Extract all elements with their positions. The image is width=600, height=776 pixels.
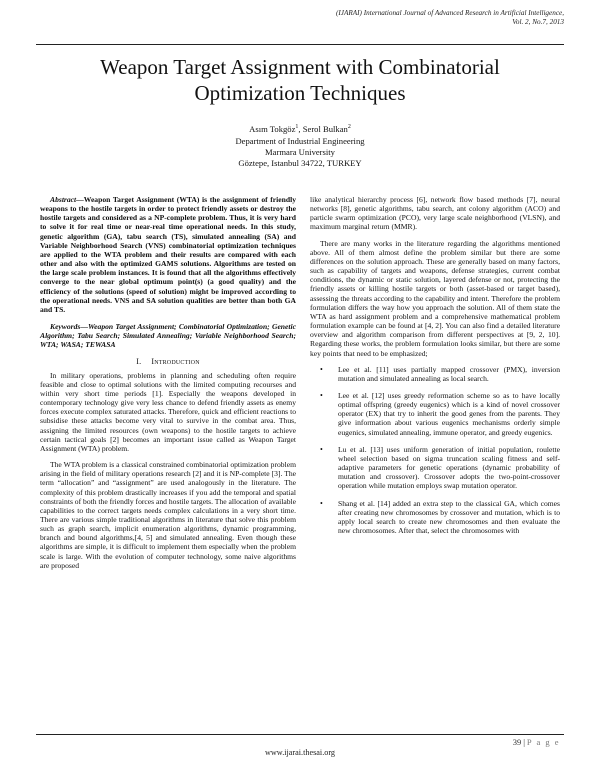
section-title: Introduction <box>151 356 200 366</box>
page-separator: | <box>523 737 525 747</box>
list-item <box>310 499 560 536</box>
page-number-value: 39 <box>512 737 522 747</box>
keywords <box>40 322 296 349</box>
keywords-text: Weapon Target Assignment; Combinatorial Optimization; Genetic Algorithm; Tabu Search; Simulated Annealing; Variable Neighborhood Search; WTA; WASA; TEWASA <box>40 322 296 350</box>
header-rule <box>36 44 564 45</box>
journal-header <box>224 9 564 27</box>
section-heading-introduction <box>40 357 296 366</box>
list-item-text: Lu et al. [13] uses uniform generation of initial population, roulette wheel selection based on sigma truncation scaling fitness and self-adaptive parameters for genetic operations (dynamic probability of mutation and crossover). Crossover adopts the two-point-crossover operation while mutation employs swap mutation operator. <box>338 444 560 491</box>
list-item <box>310 445 560 491</box>
bullet-list <box>310 365 560 536</box>
paper-title <box>40 54 560 106</box>
bullet-icon: • <box>320 390 323 400</box>
footer-url: www.ijarai.thesai.org <box>264 748 336 757</box>
abstract <box>40 195 296 314</box>
list-item <box>310 391 560 437</box>
author-list <box>40 122 560 135</box>
abstract-text: —Weapon Target Assignment (WTA) is the assignment of friendly weapons to the hostile targets in order to protect friendly assets or destroy the hostile targets and considered as a NP-complete problem. Thus, it is very hard to solve it for real time or near-real time operational needs. In this study, genetic algorithm (GA), tabu search (TS), simulated annealing (SA) and Variable Neighborhood Search (VNS) combinatorial optimization techniques are applied to the WTA problem and their results are compared with each other and also with the optimized GAMS solutions. Algorithms are tested on the large scale problem instances. It is found that all the algorithms effectively converge to the near global optimum point(s) (a good quality) and the efficiency of the solutions (speed of solution) might be improved according to the operational needs. VNS and SA solution qualities are better than both GA and TS. <box>40 195 296 314</box>
paragraph: In military operations, problems in planning and scheduling often require feasible and close to optimal solutions with the limited computing recourses and within very short time periods [1]. Especially the weapons developed in contemporary technology give very less chance to defend friendly assets as enemy forces execute complex saturated attacks. Therefore, quick and efficient reactions to subsidise these attacks become very vital to survive in the combat area. Thus, assigning the limited resources (own weapons) to the hostile targets to achieve certain tactical goals [2] becomes an important issue called as Weapon Target Assignment (WTA) problem. <box>40 370 296 453</box>
bullet-icon: • <box>320 364 323 374</box>
page-number <box>513 737 560 747</box>
author-separator: , <box>298 123 303 134</box>
section-number: I. <box>136 356 142 366</box>
keywords-lead: Keywords— <box>50 322 88 332</box>
journal-volume: Vol. 2, No.7, 2013 <box>512 18 564 26</box>
author-2: Serol Bulkan <box>302 123 348 134</box>
title-line-2: Optimization Techniques <box>194 81 406 105</box>
list-item-text: Shang et al. [14] added an extra step to the classical GA, which comes after creating new chromosomes by crossover and mutation, which is to apply local search to create new chromosomes and then evaluate the new chromosomes. After that, select the chromosomes with <box>338 498 560 535</box>
affiliation-department: Department of Industrial Engineering <box>235 136 365 146</box>
list-item-text: Lee et al. [12] uses greedy reformation scheme so as to have locally optimal offspring (greedy eugenics) which is a kind of novel crossover operator (EX) that try to inherit the good genes from the parents. They give information about various eugenics mechanisms orderly simple eugenics, simulated annealing, immune operator, and greedy eugenics. <box>338 390 560 437</box>
paragraph: like analytical hierarchy process [6], network flow based methods [7], neural networks [8], genetic algorithms, tabu search, ant colony algorithm (ACO) and particle swarm optimization (PCO), very large scale neighborhood (VLSN), and maximum marginal return (MMR). <box>310 195 560 232</box>
author-2-affil-mark: 2 <box>347 124 351 130</box>
affiliation <box>40 136 560 169</box>
paragraph: There are many works in the literature regarding the algorithms mentioned above. All of them almost define the problem similar but there are some differences on the solution approach. These are generally based on many factors, such as capability of targets and weapons, defense strategies, current combat conditions, the dynamic or static solution, layered defense or not, protecting the friendly assets or killing hostile targets or both (asset-based or target based), assessing the threats according to the capability and intent. Therefore the problem formulation differs the way how you approach the solution. All of them state the WTA as hard assignment problem and a comprehensive mathematical problem formulation example can be found at [4, 2]. You can also find a detailed literature overview and algorithm comparison from different perspectives at [9, 2, 10]. Regarding these works, the problem formulation looks similar, but there are some key points that need to be emphasized; <box>310 238 560 358</box>
title-line-1: Weapon Target Assignment with Combinatorial <box>100 55 500 79</box>
page-label: P a g e <box>526 737 560 747</box>
right-column <box>310 195 560 543</box>
author-1: Asım Tokgöz <box>249 123 296 134</box>
author-1-affil-mark: 1 <box>295 124 299 130</box>
footer-rule <box>36 734 564 735</box>
affiliation-university: Marmara University <box>265 147 335 157</box>
bullet-icon: • <box>320 444 323 454</box>
affiliation-address: Göztepe, Istanbul 34722, TURKEY <box>238 158 362 168</box>
paragraph: The WTA problem is a classical constrained combinatorial optimization problem arising in the field of military operations research [2] and it is NP-complete [3]. The term “allocation” and “assignment” are used analogously in the literature. The complexity of this problem drastically increases if you add the temporal and spatial constraints of both the friendly forces and hostile targets. The allocation of available capabilities to the correct targets needs complex calculations in a very short time. There are various simple traditional algorithms in literature that solve this problem such as graph search, implicit enumeration algorithms, dynamic programming, branch and bound algorithms,[4, 5] and simulated annealing. Even though these algorithms are simple, it is difficult to implement them especially when the problem scale is large. With the evolution of computer technology, some naive algorithms are proposed <box>40 460 296 570</box>
bullet-icon: • <box>320 498 323 508</box>
left-column <box>40 195 296 577</box>
journal-name: (IJARAI) International Journal of Advanced Research in Artificial Intelligence, <box>335 9 564 17</box>
list-item <box>310 365 560 383</box>
list-item-text: Lee et al. [11] uses partially mapped crossover (PMX), inversion mutation and simulated annealing as local search. <box>338 364 560 383</box>
abstract-lead: Abstract <box>50 195 77 204</box>
